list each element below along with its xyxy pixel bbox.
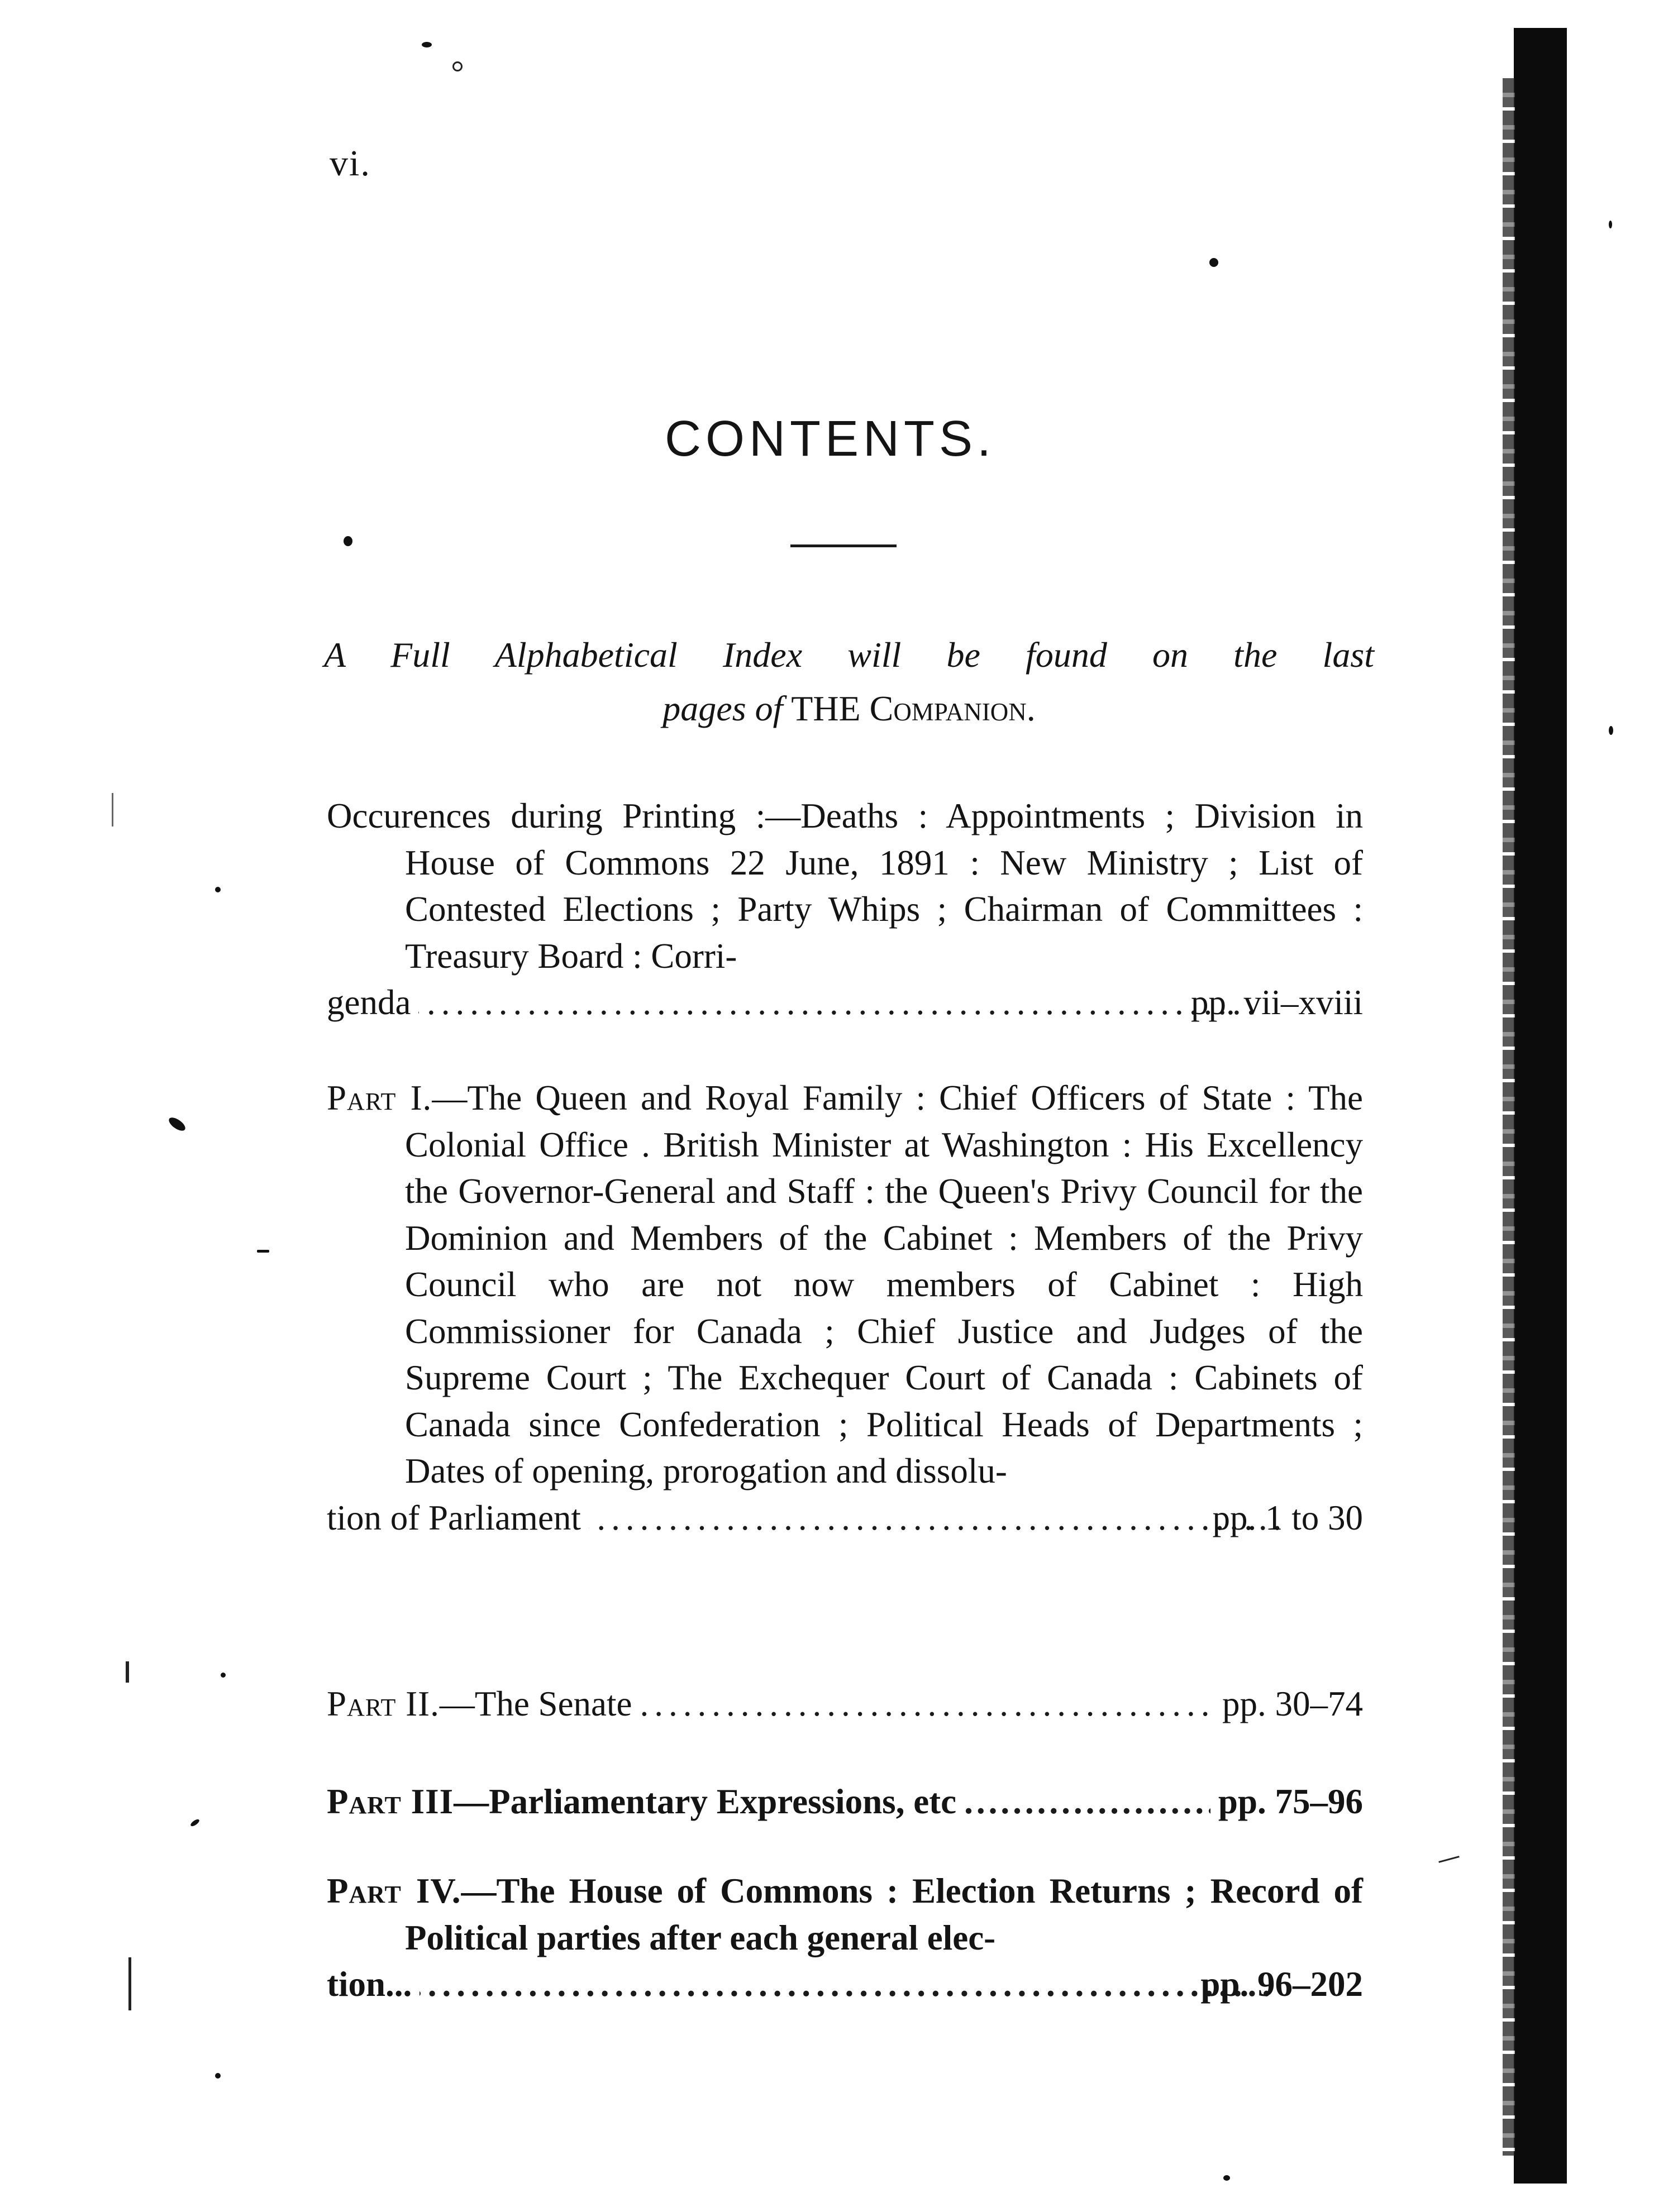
entry-heading: Part IV. bbox=[327, 1871, 461, 1910]
entry-leader-line bbox=[327, 1779, 1363, 1826]
scan-mark bbox=[1438, 1856, 1459, 1863]
scan-speck bbox=[189, 1818, 200, 1828]
scan-speck bbox=[166, 1115, 187, 1134]
entry-pages: pp. 75–96 bbox=[1218, 1782, 1363, 1821]
entry-text-block bbox=[327, 1075, 1363, 1495]
entry-last-line: tion... bbox=[327, 1965, 412, 2004]
entry-heading: Part I. bbox=[327, 1078, 432, 1117]
index-note-the: THE bbox=[791, 689, 861, 728]
scan-speck bbox=[215, 2073, 221, 2079]
contents-entry-part-1 bbox=[327, 1075, 1363, 1541]
scan-speck bbox=[215, 887, 221, 892]
entry-last-line: genda bbox=[327, 983, 411, 1022]
contents-entry-part-4 bbox=[327, 1868, 1363, 2008]
contents-entry-part-2 bbox=[327, 1681, 1363, 1728]
entry-heading: Part II. bbox=[327, 1684, 440, 1723]
entry-pages: pp. 1 to 30 bbox=[1212, 1498, 1363, 1537]
page-title: CONTENTS. bbox=[665, 411, 996, 467]
binding-shadow-edge bbox=[1503, 78, 1515, 2156]
dot-leader bbox=[420, 1961, 1271, 2008]
index-note bbox=[324, 628, 1374, 735]
entry-last-line: —Parliamentary Expressions, etc bbox=[454, 1782, 957, 1821]
dot-leader bbox=[640, 1681, 1214, 1728]
index-note-line-2 bbox=[324, 682, 1374, 735]
index-note-line-1: A Full Alphabetical Index will be found on the last bbox=[324, 635, 1374, 675]
scan-speck bbox=[422, 42, 432, 47]
entry-description: —The Queen and Royal Family : Chief Officers of State : The Colonial Office . British Minister at Washington : His Excellency the Governor-General and Staff : the Queen's Privy Council for the Dominion and Members of the Cabinet : Members of the Privy Council who are not now members of Cabinet : High Commissioner for Canada ; Chief Justice and Judges of the Supreme Court ; The Exchequer Court of Canada : Cabinets of Canada since Confederation ; Political Heads of Departments ; Dates of opening, prorogation and dissolu- bbox=[405, 1078, 1364, 1490]
scan-speck bbox=[452, 61, 463, 71]
entry-leader-line bbox=[327, 1961, 1363, 2008]
entry-description: —The House of Commons : Election Returns ; Record of Political parties after each general elec- bbox=[405, 1871, 1363, 1957]
scan-speck bbox=[1223, 2175, 1230, 2181]
scan-speck bbox=[221, 1673, 226, 1678]
entry-pages: pp. vii–xviii bbox=[1190, 983, 1363, 1022]
scan-speck bbox=[1609, 726, 1613, 735]
entry-pages: pp. 30–74 bbox=[1222, 1684, 1363, 1723]
scan-mark bbox=[112, 793, 113, 826]
dot-leader bbox=[589, 1495, 1283, 1542]
scan-speck bbox=[344, 536, 352, 546]
scan-mark bbox=[128, 1957, 131, 2010]
contents-entry-part-3 bbox=[327, 1779, 1363, 1826]
scan-speck bbox=[1209, 258, 1218, 267]
index-note-companion: Companion. bbox=[869, 689, 1036, 728]
entry-description: Occurences during Printing :—Deaths : Appointments ; Division in House of Commons 22 June, 1891 : New Ministry ; List of Contested Elections ; Party Whips ; Chairman of Committees : Treasury Board : Corri- bbox=[327, 796, 1363, 976]
entry-leader-line bbox=[327, 1681, 1363, 1728]
contents-entry-occurences bbox=[327, 793, 1363, 1026]
entry-text-block bbox=[327, 1868, 1363, 1961]
entry-leader-line bbox=[327, 1495, 1363, 1542]
entry-last-line: tion of Parliament bbox=[327, 1498, 581, 1537]
entry-text-block bbox=[327, 793, 1363, 980]
title-rule bbox=[790, 544, 897, 547]
page-number: vi. bbox=[330, 143, 371, 184]
index-note-pages-of: pages of bbox=[662, 689, 783, 728]
scan-mark bbox=[126, 1661, 129, 1683]
entry-heading: Part III bbox=[327, 1782, 454, 1821]
binding-shadow bbox=[1514, 28, 1567, 2184]
entry-leader-line bbox=[327, 980, 1363, 1026]
dot-leader bbox=[418, 980, 1261, 1026]
entry-pages: pp. 96–202 bbox=[1200, 1965, 1363, 2004]
dot-leader bbox=[964, 1779, 1210, 1826]
scan-speck bbox=[1609, 221, 1612, 228]
scan-speck bbox=[257, 1250, 269, 1253]
entry-last-line: —The Senate bbox=[439, 1684, 632, 1723]
